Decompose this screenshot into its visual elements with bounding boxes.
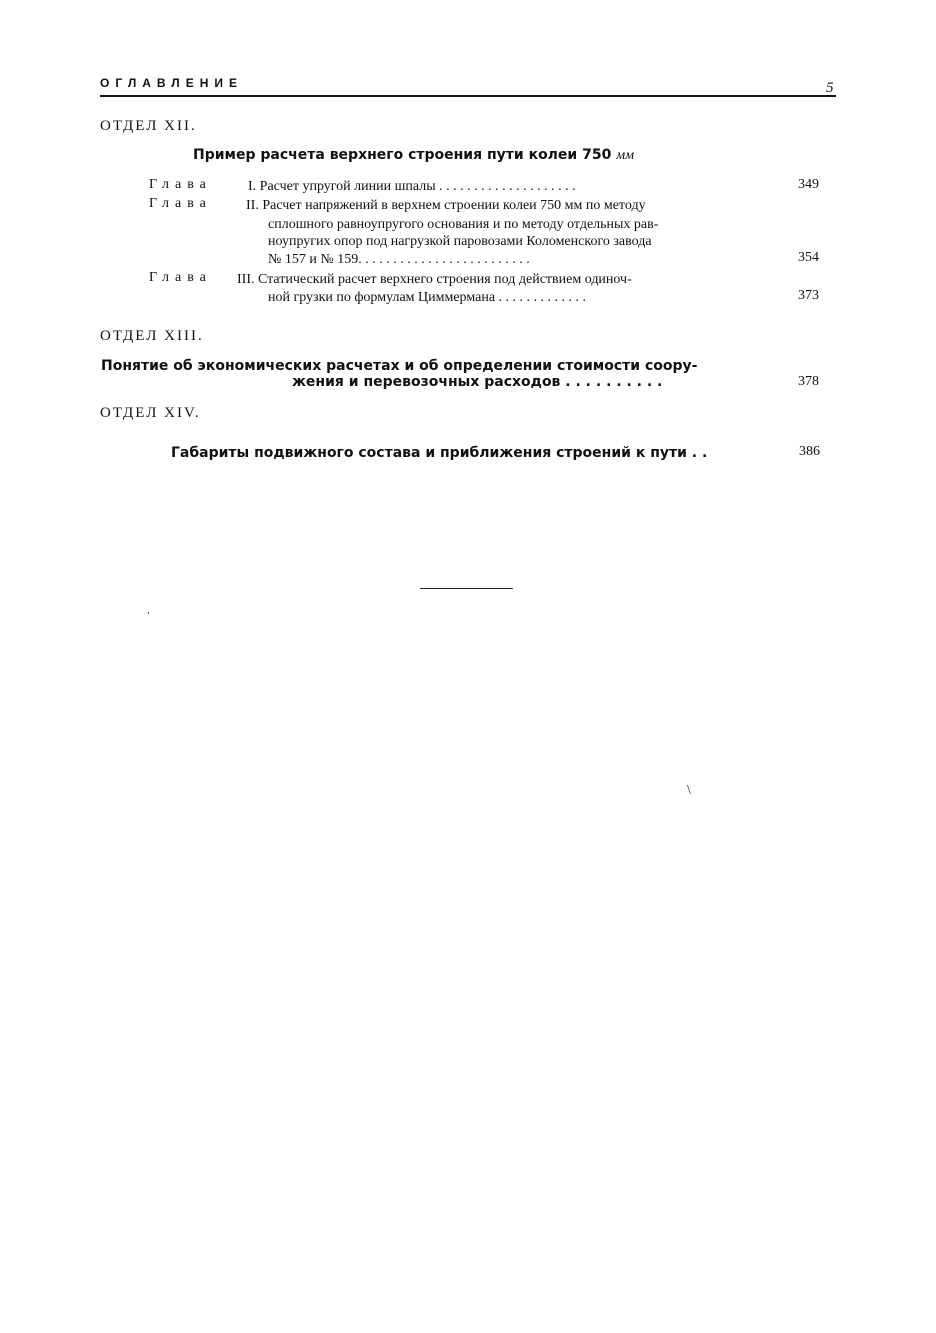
section-title-xiv: Габариты подвижного состава и приближения строений к пути . .	[171, 445, 708, 461]
chapter-page-number: 354	[798, 250, 819, 265]
chapter-line: II. Расчет напряжений в верхнем строении колеи 750 мм по методу	[246, 198, 646, 213]
section-title-xiii-line1: Понятие об экономических расчетах и об определении стоимости соору-	[101, 358, 698, 374]
section-label-xii: ОТДЕЛ XII.	[100, 118, 197, 134]
section-title-text: Пример расчета верхнего строения пути колеи 750	[193, 147, 612, 163]
chapter-line: № 157 и № 159. . . . . . . . . . . . . . . . . . . . . . . . .	[268, 252, 530, 267]
end-divider	[420, 588, 513, 589]
scan-speck: ˌ	[146, 600, 151, 615]
section-title-xiii-line2: жения и перевозочных расходов . . . . . . . . . .	[292, 374, 663, 390]
chapter-line: III. Статический расчет верхнего строения под действием одиноч-	[237, 272, 632, 287]
chapter-page-number: 349	[798, 177, 819, 192]
section-page-number: 386	[799, 444, 820, 459]
running-header-title: ОГЛАВЛЕНИЕ	[100, 76, 244, 90]
chapter-label: Глава	[149, 177, 212, 192]
chapter-line: ноупругих опор под нагрузкой паровозами Коломенского завода	[268, 234, 652, 249]
section-page-number: 378	[798, 374, 819, 389]
section-title-xii	[193, 147, 634, 164]
chapter-page-number: 373	[798, 288, 819, 303]
section-label-xiv: ОТДЕЛ XIV.	[100, 405, 201, 421]
chapter-line: I. Расчет упругой линии шпалы . . . . . . . . . . . . . . . . . . . .	[248, 179, 576, 194]
section-title-unit: мм	[616, 148, 635, 163]
page-number: 5	[826, 80, 834, 96]
header-rule	[100, 95, 836, 97]
chapter-line: ной грузки по формулам Циммермана . . . . . . . . . . . . .	[268, 290, 587, 305]
chapter-line: сплошного равноупругого основания и по методу отдельных рав-	[268, 217, 659, 232]
scan-speck: \	[687, 783, 691, 798]
section-label-xiii: ОТДЕЛ XIII.	[100, 328, 204, 344]
chapter-label: Глава	[149, 270, 212, 285]
chapter-label: Глава	[149, 196, 212, 211]
